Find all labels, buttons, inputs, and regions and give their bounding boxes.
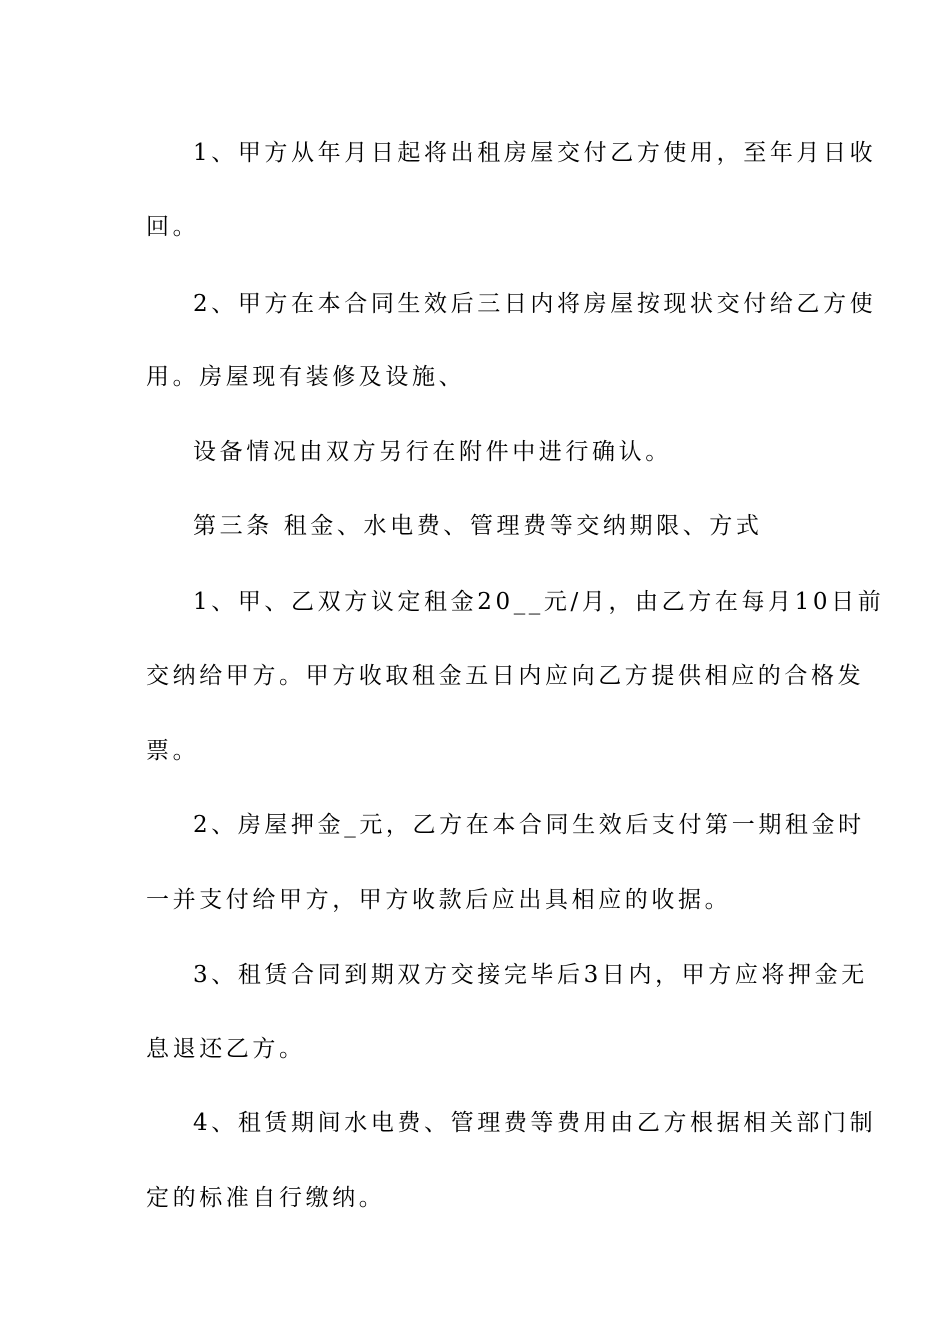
- paragraph-line: 1、甲、乙双方议定租金20__元/月，由乙方在每月10日前: [193, 589, 885, 615]
- paragraph-line: 4、租赁期间水电费、管理费等费用由乙方根据相关部门制: [193, 1110, 877, 1136]
- paragraph-line: 定的标准自行缴纳。: [146, 1185, 386, 1211]
- paragraph-line: 交纳给甲方。甲方收取租金五日内应向乙方提供相应的合格发: [146, 663, 865, 689]
- paragraph-line: 票。: [146, 738, 200, 764]
- paragraph-line: 1、甲方从年月日起将出租房屋交付乙方使用，至年月日收: [193, 140, 877, 166]
- paragraph-line: 一并支付给甲方，甲方收款后应出具相应的收据。: [146, 887, 732, 913]
- paragraph-line: 3、租赁合同到期双方交接完毕后3日内，甲方应将押金无: [193, 962, 868, 988]
- paragraph-line: 用。房屋现有装修及设施、: [146, 364, 466, 390]
- paragraph-line: 回。: [146, 214, 200, 240]
- paragraph-line: 2、甲方在本合同生效后三日内将房屋按现状交付给乙方使: [193, 291, 877, 317]
- paragraph-line: 息退还乙方。: [146, 1036, 306, 1062]
- paragraph-line: 2、房屋押金_元，乙方在本合同生效后支付第一期租金时: [193, 812, 865, 838]
- section-heading: 第三条 租金、水电费、管理费等交纳期限、方式: [193, 513, 763, 539]
- paragraph-line: 设备情况由双方另行在附件中进行确认。: [193, 439, 672, 465]
